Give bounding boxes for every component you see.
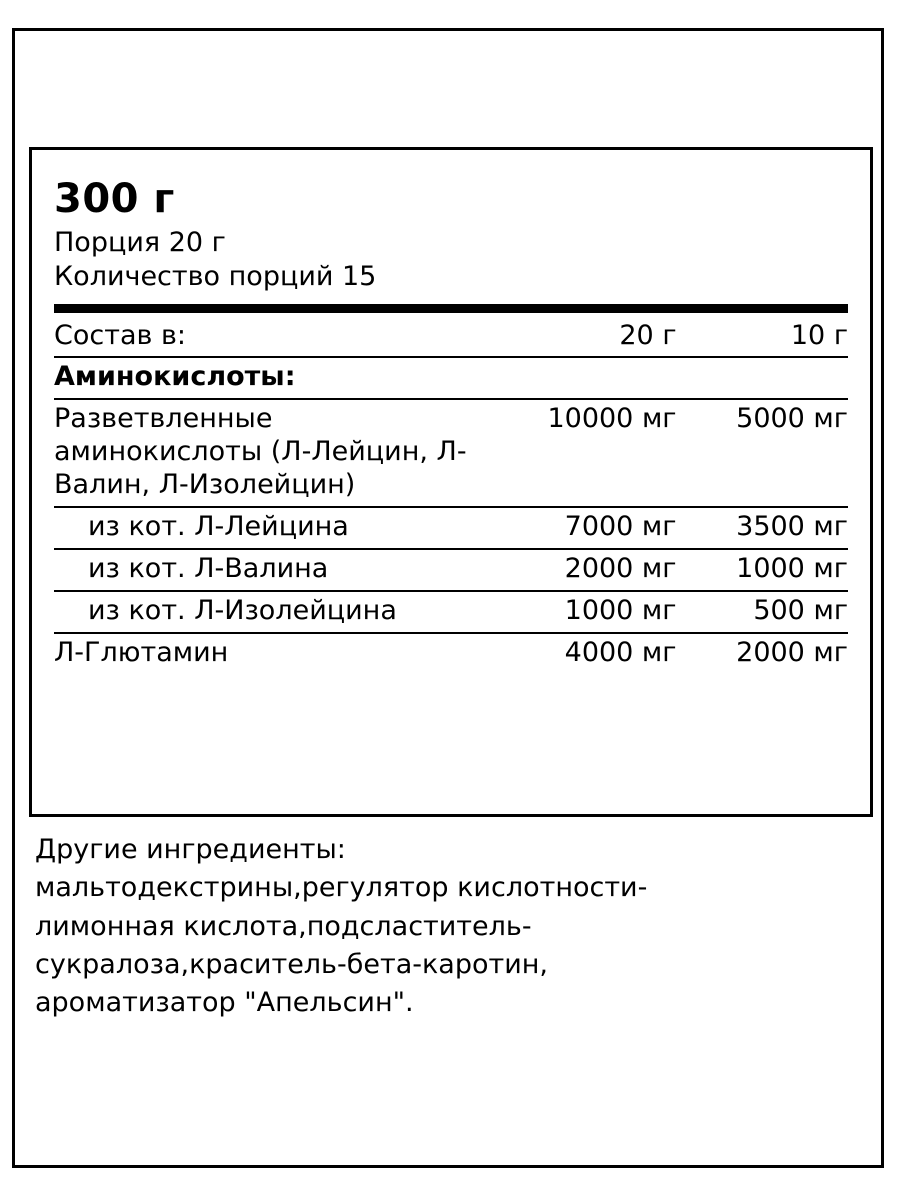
other-ingredients-line-2: лимонная кислота,подсластитель-: [35, 910, 532, 942]
nutrition-panel: [29, 147, 873, 817]
header-col1: 20 г: [487, 317, 682, 358]
table-row: [54, 549, 848, 591]
other-ingredients-line-3: сукралоза,краситель-бета-каротин,: [35, 948, 549, 980]
row-name: Л-Глютамин: [54, 637, 229, 668]
table-row: [54, 591, 848, 633]
row-col1: 1000 мг: [487, 591, 682, 633]
section-title-row: [54, 357, 848, 399]
serving-size: Порция 20 г: [54, 227, 226, 258]
row-col2: 2000 мг: [736, 637, 848, 668]
row-col2: 500 мг: [683, 591, 849, 633]
other-ingredients-title: Другие ингредиенты:: [35, 834, 346, 865]
row-name: Разветвленные аминокислоты (Л-Лейцин, Л-Валин, Л-Изолейцин): [54, 399, 487, 507]
row-col2: 1000 мг: [683, 549, 849, 591]
section-title-col2: [683, 357, 849, 399]
row-name: из кот. Л-Лейцина: [54, 507, 487, 549]
table-row: [54, 399, 848, 507]
other-ingredients-line-4: ароматизатор "Апельсин".: [35, 987, 414, 1019]
label-outer-frame: [12, 28, 884, 1168]
net-weight: 300 г: [54, 176, 175, 222]
table-row: [54, 507, 848, 549]
row-col1: 4000 мг: [564, 637, 677, 668]
servings-per-container: Количество порций 15: [54, 260, 377, 292]
nutrition-table: [54, 317, 848, 674]
row-name: из кот. Л-Изолейцина: [54, 591, 487, 633]
row-col1: 7000 мг: [487, 507, 682, 549]
header-col2: 10 г: [683, 317, 849, 358]
other-ingredients-line-1: мальтодекстрины,регулятор кислотности-: [35, 872, 648, 904]
header-name: Состав в:: [54, 317, 487, 358]
section-title-col1: [487, 357, 682, 399]
row-col1: 2000 мг: [487, 549, 682, 591]
other-ingredients-block: [35, 831, 865, 1023]
section-title: Аминокислоты:: [54, 357, 487, 399]
table-row: [54, 633, 848, 674]
row-col1: 10000 мг: [487, 399, 682, 507]
table-header-row: [54, 317, 848, 358]
row-name: из кот. Л-Валина: [54, 549, 487, 591]
row-col2: 5000 мг: [683, 399, 849, 507]
thick-divider: [54, 304, 848, 313]
row-col2: 3500 мг: [683, 507, 849, 549]
